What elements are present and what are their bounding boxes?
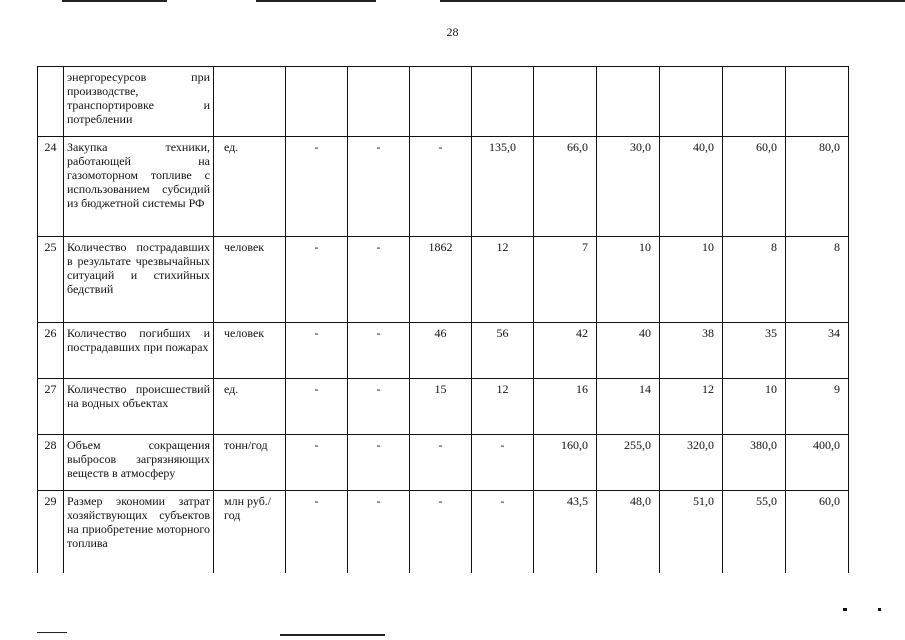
- page-number: 28: [446, 25, 459, 39]
- value-cell: [786, 67, 849, 137]
- value-cell: -: [286, 435, 348, 491]
- value-cell: 34: [786, 323, 849, 379]
- value-cell: 12: [472, 237, 534, 323]
- value-cell: 7: [534, 237, 597, 323]
- value-cell: 40,0: [660, 137, 723, 237]
- unit-cell: человек: [214, 323, 286, 379]
- value-cell: 8: [723, 237, 786, 323]
- unit-cell: ед.: [214, 379, 286, 435]
- indicator-name: Количество происшествий на водных объектах: [64, 379, 214, 435]
- scan-artifact-top-left: [62, 0, 167, 2]
- value-cell: 60,0: [723, 137, 786, 237]
- value-cell: -: [472, 491, 534, 573]
- value-cell: -: [348, 237, 410, 323]
- scan-dot: [878, 608, 881, 611]
- row-number: 24: [38, 137, 64, 237]
- row-number: 27: [38, 379, 64, 435]
- value-cell: 135,0: [472, 137, 534, 237]
- value-cell: [286, 67, 348, 137]
- indicator-name: Количество погибших и пострадавших при пожарах: [64, 323, 214, 379]
- indicator-name: Объем сокращения выбросов загрязняющих веществ в атмосферу: [64, 435, 214, 491]
- unit-cell: ед.: [214, 137, 286, 237]
- value-cell: [660, 67, 723, 137]
- value-cell: 15: [410, 379, 472, 435]
- value-cell: -: [410, 491, 472, 573]
- value-cell: [348, 67, 410, 137]
- indicator-name: Размер экономии затрат хозяйствующих субъектов на приобретение моторного топлива: [64, 491, 214, 573]
- value-cell: [410, 67, 472, 137]
- value-cell: -: [286, 237, 348, 323]
- value-cell: 16: [534, 379, 597, 435]
- value-cell: -: [286, 379, 348, 435]
- value-cell: [723, 67, 786, 137]
- value-cell: 43,5: [534, 491, 597, 573]
- value-cell: -: [410, 137, 472, 237]
- row-number: 26: [38, 323, 64, 379]
- unit-cell: тонн/год: [214, 435, 286, 491]
- value-cell: 38: [660, 323, 723, 379]
- row-number: 25: [38, 237, 64, 323]
- value-cell: 46: [410, 323, 472, 379]
- value-cell: 400,0: [786, 435, 849, 491]
- value-cell: 9: [786, 379, 849, 435]
- value-cell: 10: [597, 237, 660, 323]
- indicators-table: [37, 66, 849, 573]
- table-row: [38, 379, 849, 435]
- indicator-name: Количество пострадавших в результате чрезвычайных ситуаций и стихийных бедствий: [64, 237, 214, 323]
- value-cell: -: [348, 379, 410, 435]
- row-number: 29: [38, 491, 64, 573]
- value-cell: -: [286, 323, 348, 379]
- value-cell: 48,0: [597, 491, 660, 573]
- value-cell: 14: [597, 379, 660, 435]
- value-cell: 12: [660, 379, 723, 435]
- row-number: [38, 67, 64, 137]
- value-cell: 60,0: [786, 491, 849, 573]
- value-cell: -: [286, 137, 348, 237]
- unit-cell: [214, 67, 286, 137]
- scan-artifact-bottom-mid: [280, 634, 385, 636]
- value-cell: -: [348, 137, 410, 237]
- indicator-name: энергоресурсов при производстве, транспортировке и потреблении: [64, 67, 214, 137]
- value-cell: -: [472, 435, 534, 491]
- value-cell: 160,0: [534, 435, 597, 491]
- value-cell: [597, 67, 660, 137]
- value-cell: 30,0: [597, 137, 660, 237]
- scan-dot: [843, 608, 847, 611]
- value-cell: 66,0: [534, 137, 597, 237]
- value-cell: 8: [786, 237, 849, 323]
- value-cell: 10: [723, 379, 786, 435]
- table-row: [38, 491, 849, 573]
- value-cell: 12: [472, 379, 534, 435]
- value-cell: 255,0: [597, 435, 660, 491]
- value-cell: -: [348, 323, 410, 379]
- value-cell: -: [348, 435, 410, 491]
- value-cell: 320,0: [660, 435, 723, 491]
- value-cell: 42: [534, 323, 597, 379]
- value-cell: 80,0: [786, 137, 849, 237]
- scan-artifact-bottom-left: [37, 632, 67, 633]
- indicator-name: Закупка техники, работающей на газомоторном топливе с использованием субсидий из бюджетной системы РФ: [64, 137, 214, 237]
- unit-cell: млн руб./год: [214, 491, 286, 573]
- value-cell: 10: [660, 237, 723, 323]
- value-cell: 1862: [410, 237, 472, 323]
- table-row: [38, 67, 849, 137]
- value-cell: 51,0: [660, 491, 723, 573]
- value-cell: 40: [597, 323, 660, 379]
- value-cell: [534, 67, 597, 137]
- value-cell: -: [348, 491, 410, 573]
- value-cell: 55,0: [723, 491, 786, 573]
- value-cell: [472, 67, 534, 137]
- value-cell: 35: [723, 323, 786, 379]
- table-row: [38, 435, 849, 491]
- value-cell: 56: [472, 323, 534, 379]
- row-number: 28: [38, 435, 64, 491]
- value-cell: -: [410, 435, 472, 491]
- table-row: [38, 137, 849, 237]
- table-row: [38, 323, 849, 379]
- scan-artifact-top-mid: [256, 0, 376, 2]
- value-cell: 380,0: [723, 435, 786, 491]
- unit-cell: человек: [214, 237, 286, 323]
- scan-artifact-top-right: [440, 0, 905, 2]
- table-row: [38, 237, 849, 323]
- value-cell: -: [286, 491, 348, 573]
- table-body: [38, 67, 849, 573]
